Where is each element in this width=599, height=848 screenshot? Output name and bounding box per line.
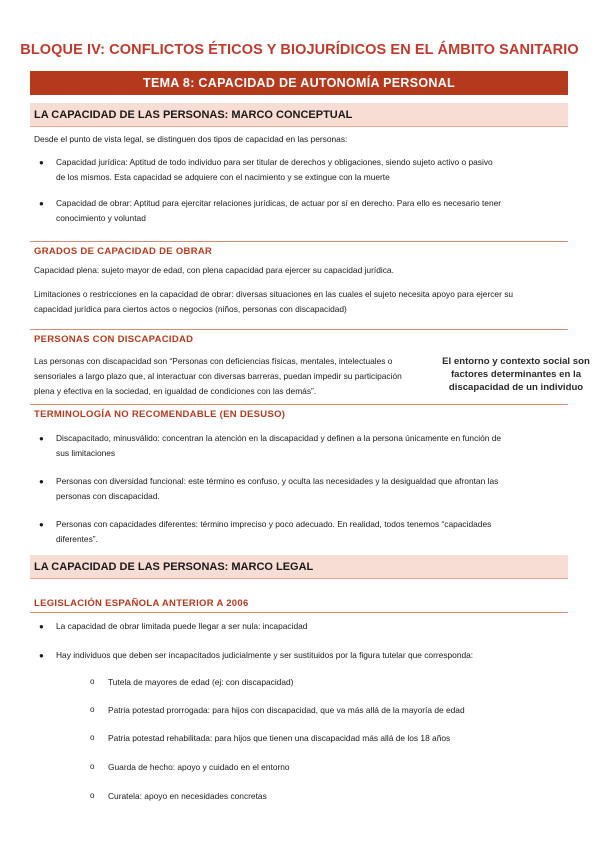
- list-item: [39, 196, 502, 226]
- bullet-line: conocimiento y voluntad: [56, 213, 146, 223]
- sub-bullet-line: Curatela: apoyo en necesidades concretas: [108, 791, 267, 801]
- paragraph-line: Limitaciones o restricciones en la capacidad de obrar: diversas situaciones en las cuales el sujeto necesita apoyo para ejercer su: [34, 289, 514, 299]
- callout-line: factores determinantes en la: [450, 369, 582, 380]
- bullet-icon: ●: [39, 622, 44, 631]
- sub-list-item: [90, 703, 465, 718]
- paragraph: Capacidad plena: sujeto mayor de edad, con plena capacidad para ejercer su capacidad jurídica.: [34, 265, 394, 275]
- bullet-line: personas con discapacidad.: [56, 491, 160, 501]
- circle-bullet-icon: o: [90, 677, 95, 686]
- bullet-line: Personas con diversidad funcional: este término es confuso, y oculta las necesidades y la desigualdad que afrontan las: [56, 476, 499, 486]
- bullet-line: Hay individuos que deben ser incapacitados judicialmente y ser sustituidos por la figura tutelar que corresponda:: [56, 650, 474, 660]
- subheading-terminologia: TERMINOLOGÍA NO RECOMENDABLE (EN DESUSO): [34, 409, 286, 420]
- bullet-icon: ●: [39, 477, 44, 486]
- subheading-discapacidad: PERSONAS CON DISCAPACIDAD: [34, 334, 194, 345]
- bullet-line: Personas con capacidades diferentes: término impreciso y poco adecuado. En realidad, todos tenemos “capacidades: [56, 519, 492, 529]
- callout-note: [438, 355, 594, 394]
- subheading-grados: GRADOS DE CAPACIDAD DE OBRAR: [34, 246, 213, 257]
- paragraph-line: sensoriales a largo plazo que, al interactuar con diversas barreras, puedan impedir su participación: [34, 371, 402, 381]
- subheading-legislacion: LEGISLACIÓN ESPAÑOLA ANTERIOR A 2006: [34, 598, 249, 609]
- bullet-line: Capacidad jurídica: Aptitud de todo individuo para ser titular de derechos y obligaciones, siendo sujeto activo o pasivo: [56, 157, 493, 167]
- bullet-icon: ●: [39, 651, 44, 660]
- paragraph: [34, 287, 564, 317]
- bullet-line: de los mismos. Esta capacidad se adquiere con el nacimiento y se extingue con la muerte: [56, 172, 390, 182]
- divider: [30, 404, 568, 405]
- paragraph-line: Las personas con discapacidad son “Personas con deficiencias físicas, mentales, intelectuales o: [34, 356, 393, 366]
- sub-list-item: [90, 789, 267, 804]
- list-item: [39, 517, 492, 547]
- list-item: [39, 155, 493, 185]
- bullet-icon: ●: [39, 434, 44, 443]
- divider: [30, 241, 568, 242]
- list-item: [39, 619, 308, 634]
- circle-bullet-icon: o: [90, 733, 95, 742]
- bullet-line: Discapacitado, minusválido: concentran la atención en la discapacidad y definen a la persona únicamente en función de: [56, 433, 502, 443]
- sub-bullet-line: Patria potestad rehabilitada: para hijos que tienen una discapacidad más allá de los 18 años: [108, 733, 451, 743]
- bullet-line: sus limitaciones: [56, 448, 116, 458]
- section-heading-conceptual: LA CAPACIDAD DE LAS PERSONAS: MARCO CONCEPTUAL: [30, 103, 568, 127]
- intro-paragraph: Desde el punto de vista legal, se distinguen dos tipos de capacidad en las personas:: [34, 134, 348, 144]
- circle-bullet-icon: o: [90, 791, 95, 800]
- sub-bullet-line: Tutela de mayores de edad (ej: con discapacidad): [108, 677, 294, 687]
- bullet-line: La capacidad de obrar limitada puede llegar a ser nula: incapacidad: [56, 621, 308, 631]
- circle-bullet-icon: o: [90, 762, 95, 771]
- callout-line: discapacidad de un individuo: [448, 382, 584, 393]
- bullet-line: Capacidad de obrar: Aptitud para ejercitar relaciones jurídicas, de actuar por sí en derecho. Para ello es necesario tener: [56, 198, 502, 208]
- bullet-icon: ●: [39, 199, 44, 208]
- block-title: BLOQUE IV: CONFLICTOS ÉTICOS Y BIOJURÍDICOS EN EL ÁMBITO SANITARIO: [20, 42, 579, 58]
- list-item: [39, 474, 499, 504]
- callout-line: El entorno y contexto social son: [442, 356, 590, 367]
- paragraph-line: plena y efectiva en la sociedad, en igualdad de condiciones con las demás”.: [34, 386, 317, 396]
- topic-banner: TEMA 8: CAPACIDAD DE AUTONOMÍA PERSONAL: [30, 71, 568, 95]
- list-item: [39, 648, 474, 663]
- divider: [30, 329, 568, 330]
- sub-list-item: [90, 760, 290, 775]
- paragraph-line: capacidad jurídica para ciertos actos o negocios (niños, personas con discapacidad): [34, 304, 347, 314]
- sub-list-item: [90, 731, 451, 746]
- bullet-line: diferentes”.: [56, 534, 98, 544]
- list-item: [39, 431, 502, 461]
- divider: [30, 612, 568, 613]
- bullet-icon: ●: [39, 520, 44, 529]
- section-heading-legal: LA CAPACIDAD DE LAS PERSONAS: MARCO LEGAL: [30, 555, 568, 579]
- sub-bullet-line: Guarda de hecho: apoyo y cuidado en el entorno: [108, 762, 290, 772]
- bullet-icon: ●: [39, 158, 44, 167]
- circle-bullet-icon: o: [90, 705, 95, 714]
- definition-paragraph: [34, 354, 434, 399]
- sub-list-item: [90, 675, 294, 690]
- sub-bullet-line: Patria potestad prorrogada: para hijos con discapacidad, que va más allá de la mayoría de edad: [108, 705, 465, 715]
